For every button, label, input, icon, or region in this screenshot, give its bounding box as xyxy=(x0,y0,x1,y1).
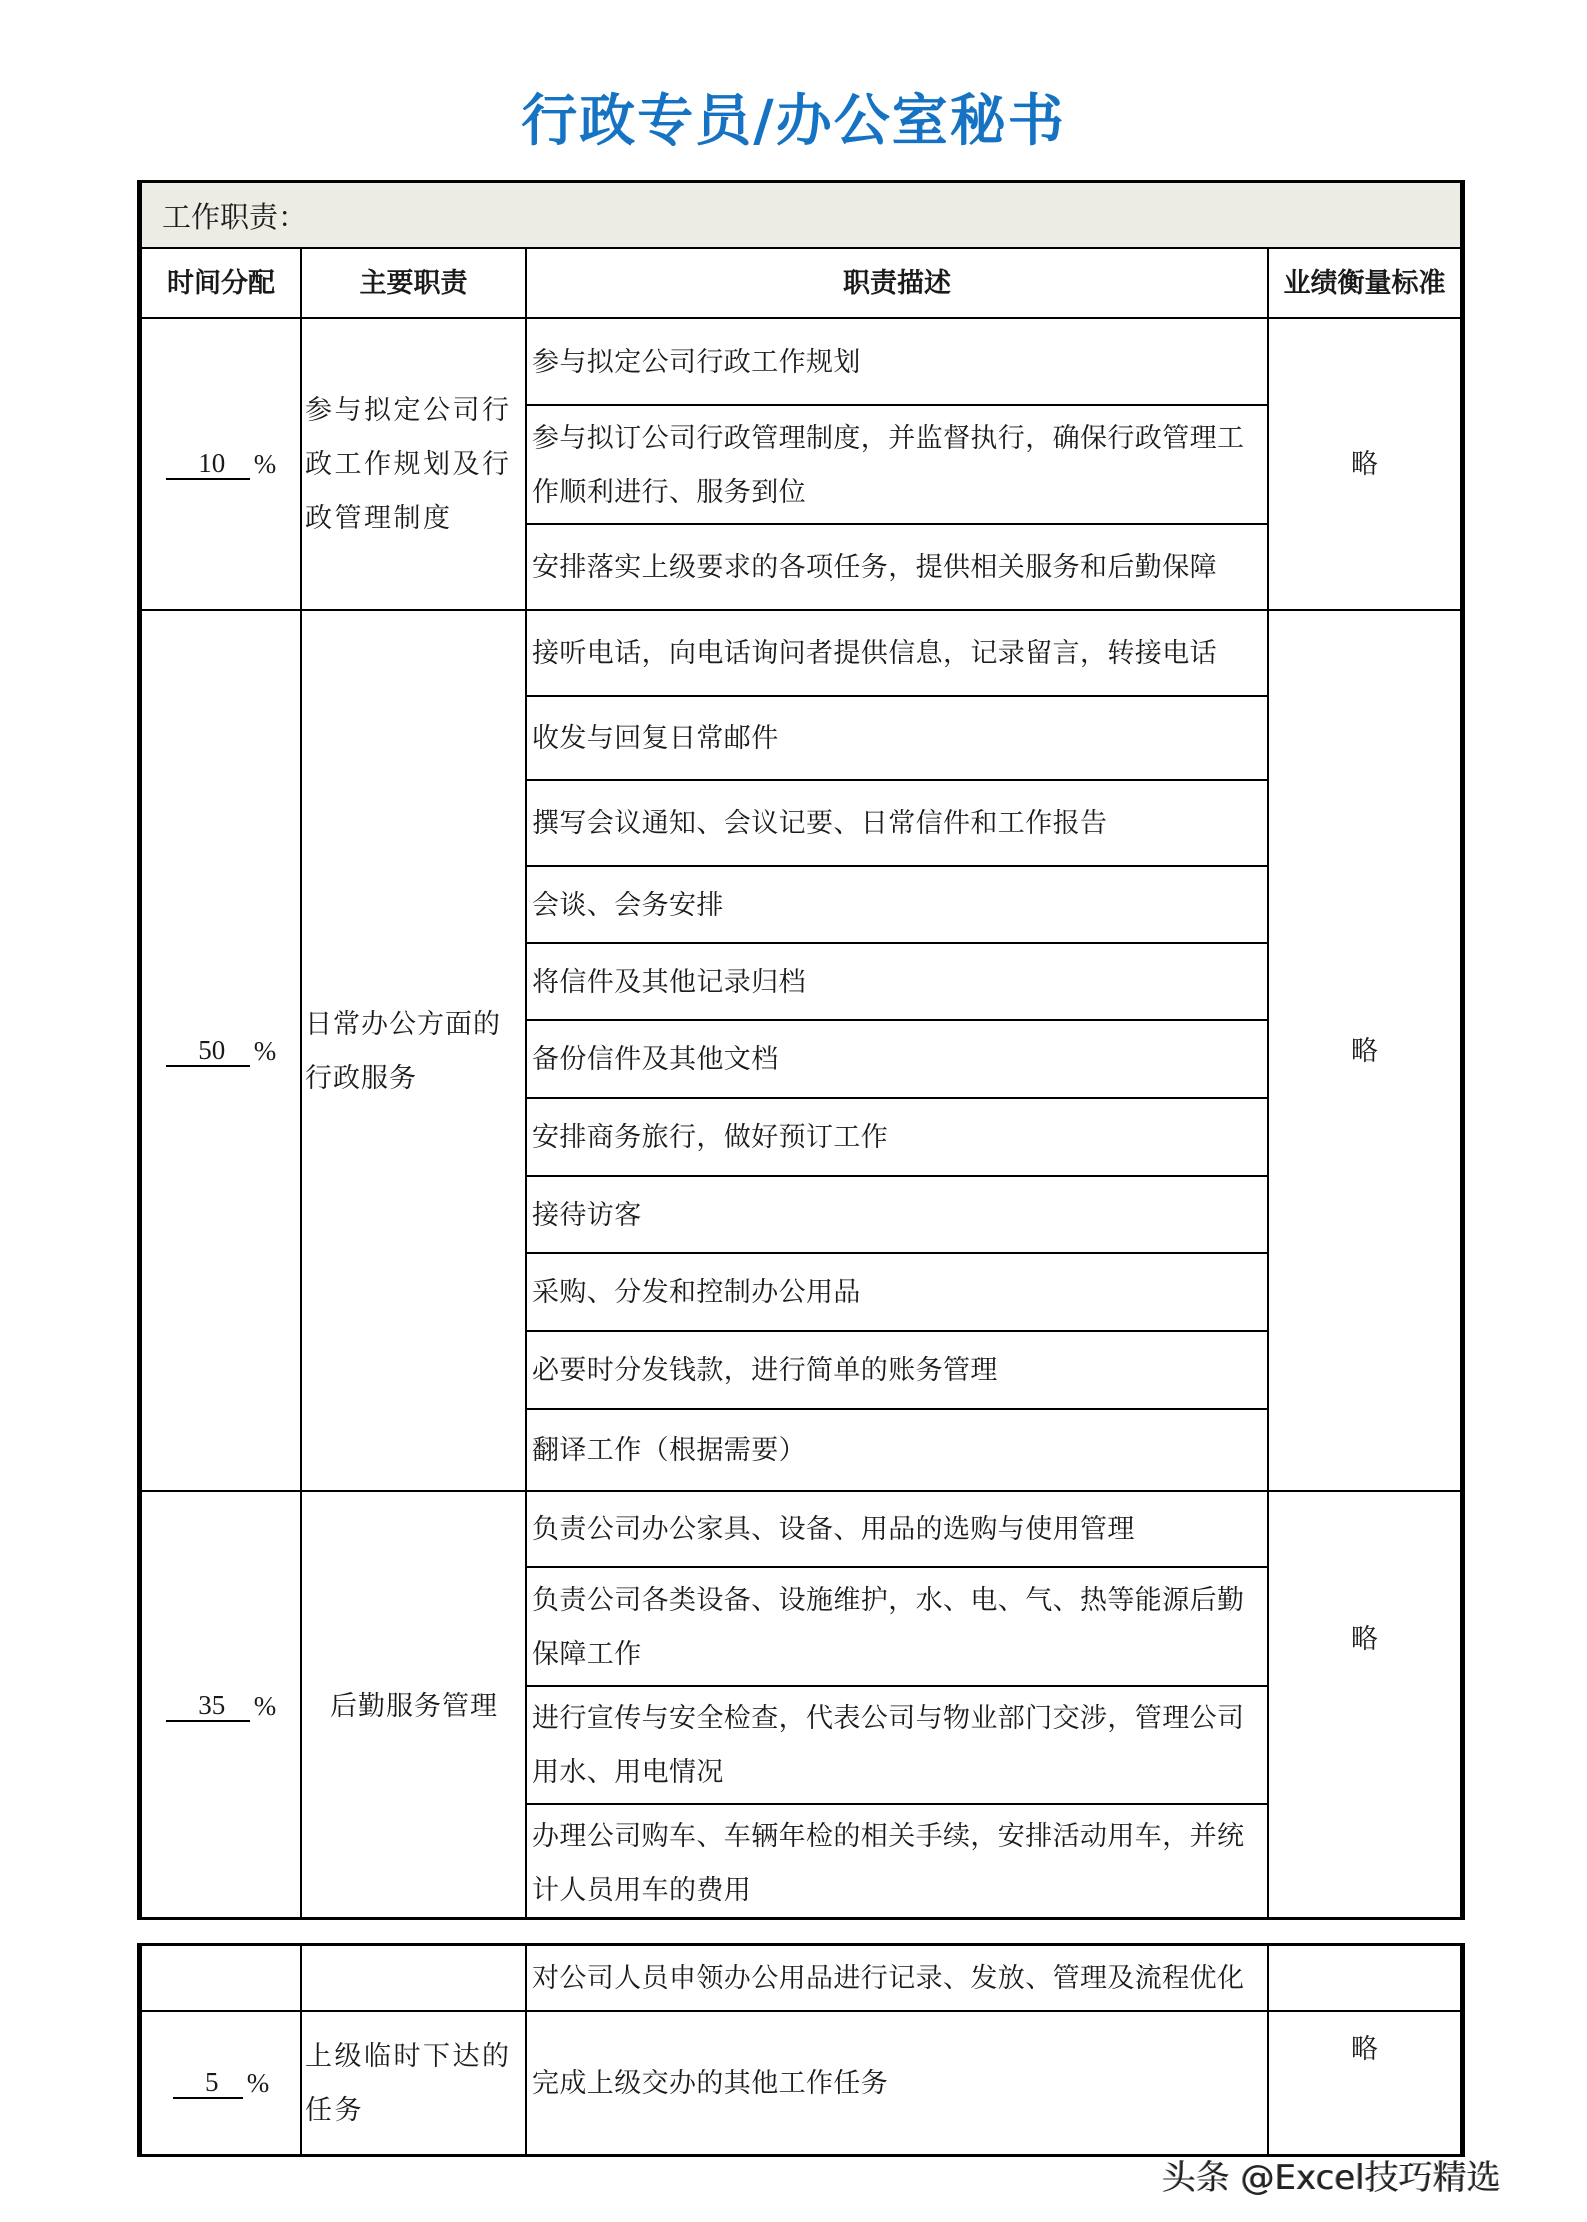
duty-item: 完成上级交办的其他工作任务 xyxy=(532,2068,889,2098)
section-label: 工作职责： xyxy=(162,199,308,234)
main-duty-daily-office: 日常办公方面的行政服务 xyxy=(305,1008,501,1093)
duty-item: 进行宣传与安全检查，代表公司与物业部门交涉，管理公司用水、用电情况 xyxy=(532,1703,1245,1787)
section-header-band xyxy=(142,183,1460,249)
duty-item: 负责公司各类设备、设施维护，水、电、气、热等能源后勤保障工作 xyxy=(532,1584,1245,1669)
percent-sign: % xyxy=(253,449,277,479)
duty-item: 撰写会议通知、会议记要、日常信件和工作报告 xyxy=(532,808,1108,838)
time-allocation-35 xyxy=(142,1492,300,1920)
duty-item: 将信件及其他记录归档 xyxy=(532,966,806,997)
percent-sign: % xyxy=(253,1035,277,1066)
duty-item: 采购、分发和控制办公用品 xyxy=(532,1277,861,1307)
performance-standard: 略 xyxy=(1351,449,1378,479)
percent-value: 35 xyxy=(166,1690,250,1722)
performance-standard: 略 xyxy=(1351,2034,1378,2064)
duties-table-continued xyxy=(137,1943,1465,2157)
duty-item: 必要时分发钱款，进行简单的账务管理 xyxy=(532,1355,998,1385)
percent-value: 5 xyxy=(173,2067,243,2099)
duty-item: 接待访客 xyxy=(532,1199,642,1230)
duty-item: 办理公司购车、车辆年检的相关手续，安排活动用车，并统计人员用车的费用 xyxy=(532,1820,1245,1905)
time-allocation-10 xyxy=(142,319,300,609)
performance-standard: 略 xyxy=(1351,1035,1378,1066)
col-header-main: 主要职责 xyxy=(359,268,468,298)
duty-item: 对公司人员申领办公用品进行记录、发放、管理及流程优化 xyxy=(532,1963,1245,1993)
time-allocation-50 xyxy=(142,611,300,1490)
document-title: 行政专员/办公室秘书 xyxy=(521,89,1066,154)
duty-item: 翻译工作（根据需要） xyxy=(532,1435,806,1465)
duty-item: 参与拟订公司行政管理制度，并监督执行，确保行政管理工作顺利进行、服务到位 xyxy=(532,422,1245,507)
duty-item: 备份信件及其他文档 xyxy=(532,1044,779,1074)
col-header-standard: 业绩衡量标准 xyxy=(1283,268,1446,298)
percent-value: 50 xyxy=(166,1035,250,1067)
main-duty-logistics: 后勤服务管理 xyxy=(330,1691,498,1721)
duty-item: 会谈、会务安排 xyxy=(532,889,724,920)
watermark: 头条 @Excel技巧精选 xyxy=(1162,2158,1501,2198)
duty-item: 接听电话，向电话询问者提供信息，记录留言，转接电话 xyxy=(532,638,1217,668)
duty-item: 负责公司办公家具、设备、用品的选购与使用管理 xyxy=(532,1514,1135,1544)
main-duty-planning: 参与拟定公司行政工作规划及行政管理制度 xyxy=(305,395,512,533)
duty-item: 安排落实上级要求的各项任务，提供相关服务和后勤保障 xyxy=(532,552,1217,582)
percent-sign: % xyxy=(253,1691,277,1721)
time-allocation-5 xyxy=(142,2012,300,2154)
percent-sign: % xyxy=(246,2068,270,2098)
duty-item: 收发与回复日常邮件 xyxy=(532,723,779,753)
main-duty-temporary-tasks: 上级临时下达的任务 xyxy=(305,2041,512,2125)
duty-item: 安排商务旅行，做好预订工作 xyxy=(532,1122,889,1152)
col-header-desc: 职责描述 xyxy=(843,268,951,298)
col-header-time: 时间分配 xyxy=(167,268,275,298)
duties-table xyxy=(137,180,1465,1920)
percent-value: 10 xyxy=(166,448,250,480)
duty-item: 参与拟定公司行政工作规划 xyxy=(532,346,861,377)
performance-standard: 略 xyxy=(1351,1624,1378,1654)
